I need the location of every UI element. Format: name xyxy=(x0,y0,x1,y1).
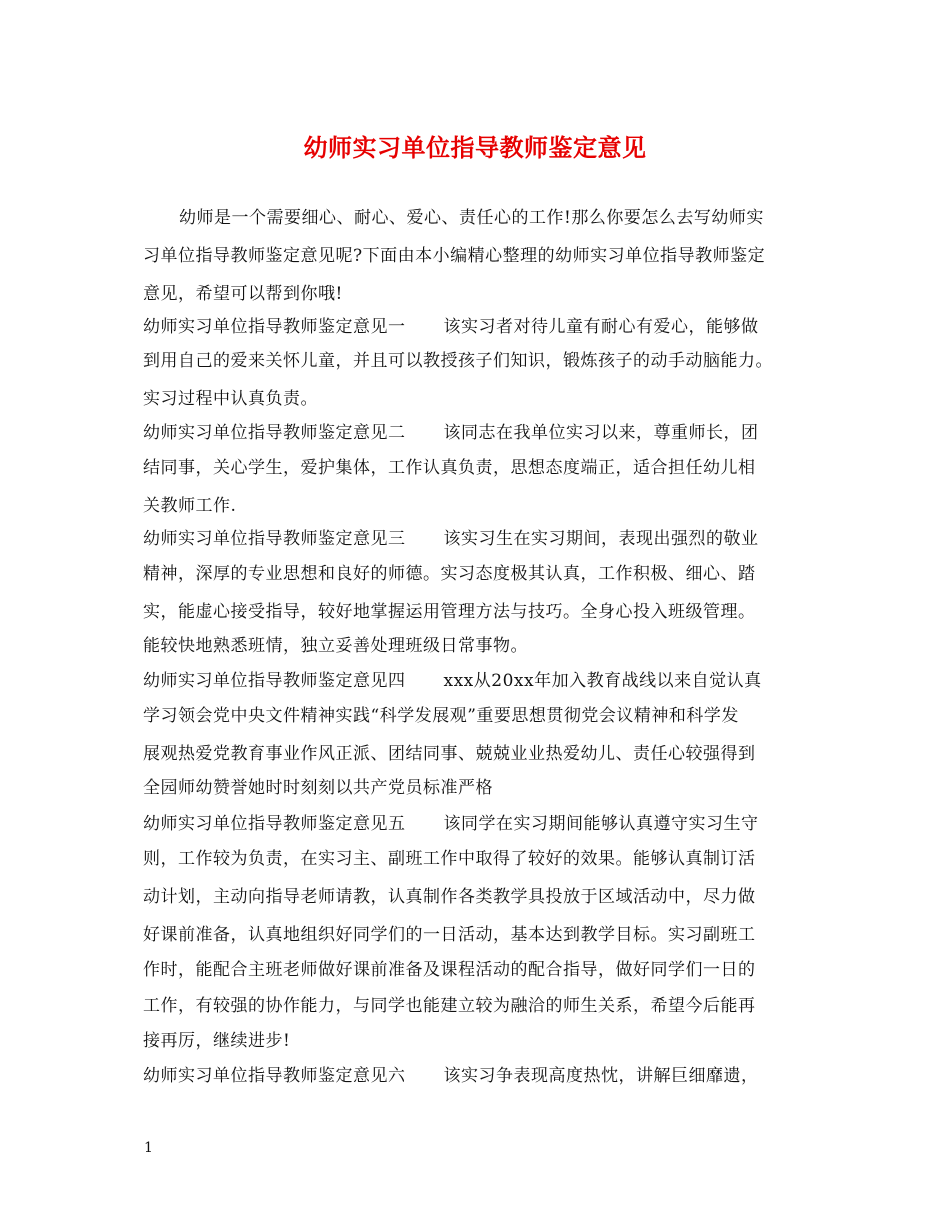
opinion-5-first-line xyxy=(143,812,823,836)
opinion-1-text: 该实习者对待儿童有耐心有爱心，能够做 xyxy=(443,317,759,337)
opinion-2-line-2: 结同事，关心学生，爱护集体，工作认真负责，思想态度端正，适合担任幼儿相 xyxy=(143,458,756,478)
opinion-5-line-7: 接再厉，继续进步! xyxy=(143,1031,291,1051)
opinion-3-first-line xyxy=(143,527,823,551)
opinion-1-line-2: 到用自己的爱来关怀儿童，并且可以教授孩子们知识，锻炼孩子的动手动脑能力。 xyxy=(143,351,773,371)
opinion-5-line-5: 作时，能配合主班老师做好课前准备及课程活动的配合指导，做好同学们一日的 xyxy=(143,960,756,980)
opinion-4-line-2: 学习领会党中央文件精神实践“科学发展观”重要思想贯彻党会议精神和科学发 xyxy=(143,706,739,726)
opinion-3-line-2: 精神，深厚的专业思想和良好的师德。实习态度极其认真，工作积极、细心、踏 xyxy=(143,564,756,584)
opinion-2-line-3: 关教师工作. xyxy=(143,496,237,516)
opinion-4-heading: 幼师实习单位指导教师鉴定意见四 xyxy=(143,671,406,691)
intro-line-3: 意见，希望可以帮到你哦! xyxy=(143,284,343,304)
opinion-5-text: 该同学在实习期间能够认真遵守实习生守 xyxy=(443,814,759,834)
opinion-2-text: 该同志在我单位实习以来，尊重师长，团 xyxy=(443,423,759,443)
opinion-3-text: 该实习生在实习期间，表现出强烈的敬业 xyxy=(443,529,759,549)
opinion-4-line-3: 展观热爱党教育事业作风正派、团结同事、兢兢业业热爱幼儿、责任心较强得到 xyxy=(143,744,756,764)
opinion-5-line-2: 则，工作较为负责，在实习主、副班工作中取得了较好的效果。能够认真制订活 xyxy=(143,849,756,869)
opinion-3-line-3: 实，能虚心接受指导，较好地掌握运用管理方法与技巧。全身心投入班级管理。 xyxy=(143,602,756,622)
opinion-3-line-4: 能较快地熟悉班情，独立妥善处理班级日常事物。 xyxy=(143,636,528,656)
intro-line-2: 习单位指导教师鉴定意见呢?下面由本小编精心整理的幼师实习单位指导教师鉴定 xyxy=(143,246,766,266)
opinion-1-first-line xyxy=(143,315,823,339)
opinion-1-line-3: 实习过程中认真负责。 xyxy=(143,389,318,409)
opinion-6-heading: 幼师实习单位指导教师鉴定意见六 xyxy=(143,1066,406,1086)
document-title: 幼师实习单位指导教师鉴定意见 xyxy=(303,133,647,162)
opinion-4-text: xxx从20xx年加入教育战线以来自觉认真 xyxy=(443,671,762,691)
opinion-4-first-line xyxy=(143,669,823,693)
opinion-5-line-4: 好课前准备，认真地组织好同学们的一日活动，基本达到教学目标。实习副班工 xyxy=(143,925,756,945)
opinion-5-heading: 幼师实习单位指导教师鉴定意见五 xyxy=(143,814,406,834)
opinion-6-first-line xyxy=(143,1064,823,1088)
opinion-2-heading: 幼师实习单位指导教师鉴定意见二 xyxy=(143,423,406,443)
opinion-5-line-6: 工作，有较强的协作能力，与同学也能建立较为融洽的师生关系，希望今后能再 xyxy=(143,996,756,1016)
opinion-4-line-4: 全园师幼赞誉她时时刻刻以共产党员标准严格 xyxy=(143,778,493,798)
opinion-3-heading: 幼师实习单位指导教师鉴定意见三 xyxy=(143,529,406,549)
intro-line-1: 幼师是一个需要细心、耐心、爱心、责任心的工作!那么你要怎么去写幼师实 xyxy=(179,208,764,228)
opinion-1-heading: 幼师实习单位指导教师鉴定意见一 xyxy=(143,317,406,337)
page-number: 1 xyxy=(144,1140,153,1156)
opinion-6-text: 该实习争表现高度热忱，讲解巨细靡遗， xyxy=(443,1066,759,1086)
opinion-5-line-3: 动计划，主动向指导老师请教，认真制作各类教学具投放于区域活动中，尽力做 xyxy=(143,887,756,907)
opinion-2-first-line xyxy=(143,421,823,445)
